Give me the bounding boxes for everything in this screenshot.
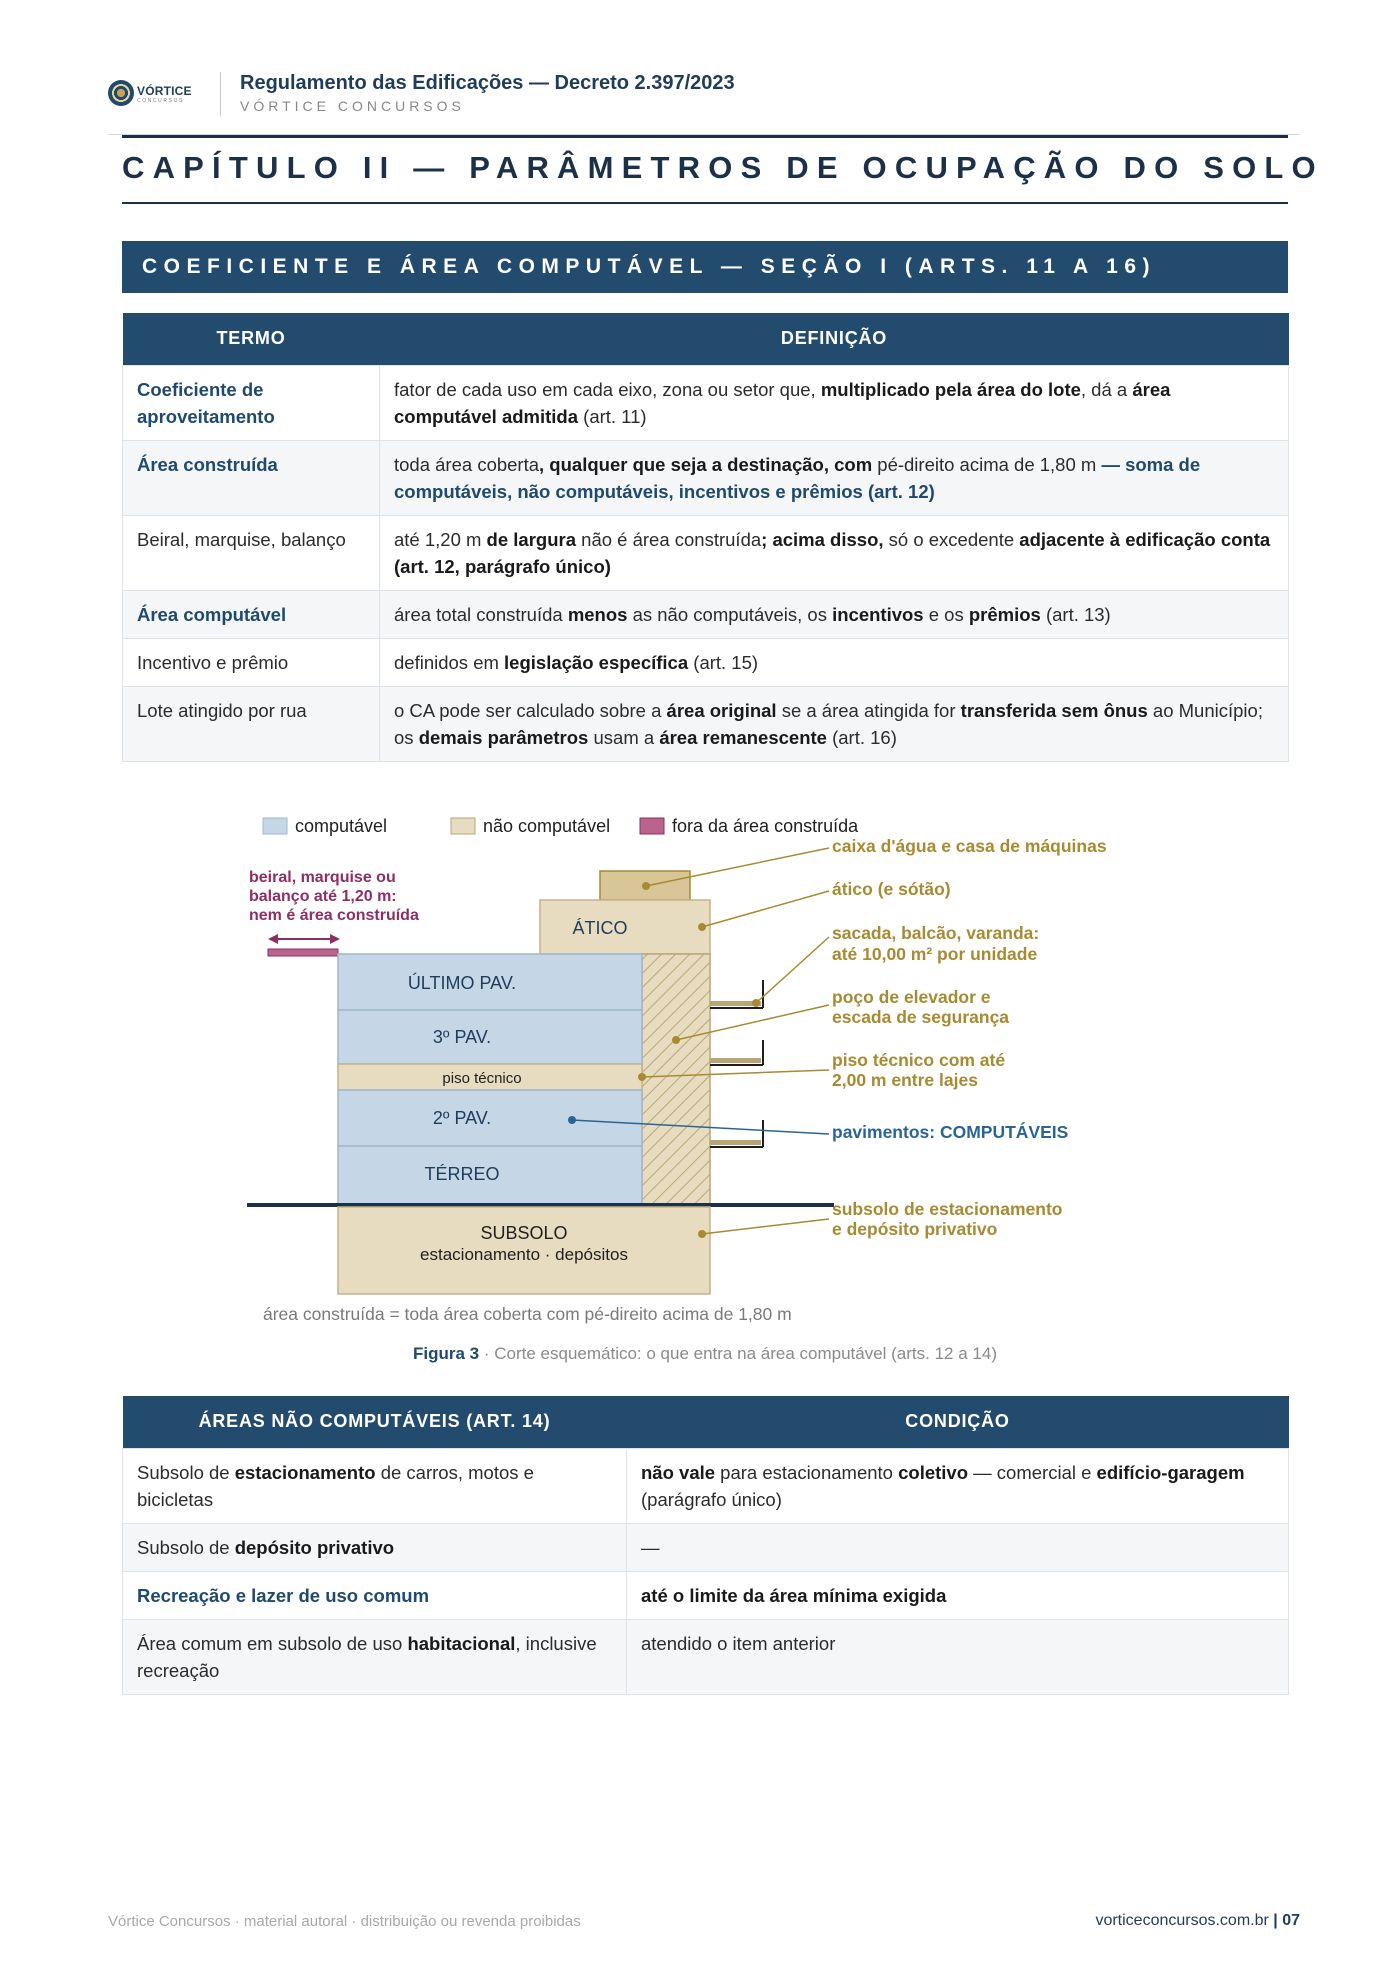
bold-term: depósito privativo bbox=[234, 1536, 395, 1558]
definition-cell bbox=[380, 365, 1289, 440]
beiral-arrow bbox=[268, 934, 340, 944]
text-segment: (parágrafo único) bbox=[641, 1488, 782, 1510]
footer-notice: Vórtice Concursos · material autoral · distribuição ou revenda proibidas bbox=[108, 1913, 581, 1930]
text-segment: fator de cada uso em cada eixo, zona ou setor que, bbox=[394, 378, 821, 400]
text-segment: área total construída bbox=[394, 603, 568, 625]
bold-term: demais parâmetros bbox=[418, 726, 589, 748]
legend-nao-computavel: não computável bbox=[483, 816, 611, 836]
callout-piso-2: 2,00 m entre lajes bbox=[832, 1070, 978, 1090]
header-termo: TERMO bbox=[123, 313, 380, 365]
text-segment: (art. 16) bbox=[826, 726, 897, 748]
bold-term: prêmios bbox=[968, 603, 1041, 625]
area-cell bbox=[123, 1571, 627, 1619]
term-cell: Área construída bbox=[123, 440, 380, 515]
text-segment: Área comum em subsolo de uso bbox=[137, 1632, 408, 1654]
bold-term: Recreação e lazer de uso comum bbox=[137, 1584, 430, 1606]
figure-note: área construída = toda área coberta com pé-direito acima de 1,80 m bbox=[263, 1304, 792, 1324]
text-segment: usam a bbox=[588, 726, 660, 748]
term-cell: Coeficiente de aproveitamento bbox=[123, 365, 380, 440]
term-cell: Beiral, marquise, balanço bbox=[123, 515, 380, 590]
text-segment: (art. 13) bbox=[1040, 603, 1111, 625]
floor-piso-tecnico-label: piso técnico bbox=[442, 1070, 522, 1087]
definition-row bbox=[123, 686, 1289, 761]
condition-cell bbox=[627, 1571, 1289, 1619]
bold-term: , qualquer que seja a destinação, com bbox=[539, 453, 878, 475]
non-computable-row bbox=[123, 1523, 1289, 1571]
bold-term: transferida sem ônus bbox=[960, 699, 1148, 721]
callout-piso-1: piso técnico com até bbox=[832, 1050, 1006, 1070]
text-segment: o CA pode ser calculado sobre a bbox=[394, 699, 667, 721]
callout-subsolo-1: subsolo de estacionamento bbox=[832, 1199, 1063, 1219]
callout-caixa: caixa d'água e casa de máquinas bbox=[832, 836, 1107, 856]
callout-atico: ático (e sótão) bbox=[832, 879, 951, 899]
definition-cell bbox=[380, 440, 1289, 515]
term-cell: Área computável bbox=[123, 590, 380, 638]
bold-term: ; acima disso, bbox=[761, 528, 889, 550]
footer-site-link[interactable]: vorticeconcursos.com.br bbox=[1095, 1912, 1269, 1929]
page-header bbox=[108, 68, 1300, 134]
beiral-note-line-2: balanço até 1,20 m: bbox=[249, 888, 397, 905]
legend-swatch-nao-computavel bbox=[451, 818, 475, 834]
bold-term: não vale bbox=[641, 1461, 716, 1483]
non-computable-table bbox=[122, 1396, 1289, 1695]
floor-2-label: 2º PAV. bbox=[432, 1108, 492, 1128]
definitions-table bbox=[122, 313, 1289, 762]
text-segment: para estacionamento bbox=[715, 1461, 899, 1483]
header-condicao: CONDIÇÃO bbox=[627, 1396, 1289, 1448]
section-bar bbox=[122, 241, 1288, 293]
beiral-note bbox=[249, 869, 419, 924]
callout-sacada-2: até 10,00 m² por unidade bbox=[832, 944, 1038, 964]
condition-cell bbox=[627, 1619, 1289, 1694]
header-areas: ÁREAS NÃO COMPUTÁVEIS (ART. 14) bbox=[123, 1396, 627, 1448]
logo-sub: CONCURSOS bbox=[137, 98, 184, 104]
text-segment: pé-direito acima de 1,80 m bbox=[877, 453, 1097, 475]
text-segment: (art. 15) bbox=[688, 651, 759, 673]
atico-label: ÁTICO bbox=[572, 918, 628, 938]
condition-cell bbox=[627, 1448, 1289, 1523]
text-segment: toda área coberta bbox=[394, 453, 540, 475]
page-number: | 07 bbox=[1268, 1912, 1300, 1929]
non-computable-header-row bbox=[123, 1396, 1289, 1448]
text-segment: de carros, motos e bicicletas bbox=[137, 1461, 534, 1510]
definition-row bbox=[123, 515, 1289, 590]
bold-term: — soma de computáveis, não computáveis, incentivos e prêmios (art. 12) bbox=[394, 453, 1201, 502]
document-title: Regulamento das Edificações — Decreto 2.397/2023 bbox=[240, 72, 735, 94]
bold-term: até o limite da área mínima exigida bbox=[641, 1584, 947, 1606]
header-divider bbox=[220, 72, 221, 116]
chapter-title: CAPÍTULO II — PARÂMETROS DE OCUPAÇÃO DO SOLO bbox=[122, 150, 1324, 185]
document-subtitle: VÓRTICE CONCURSOS bbox=[240, 98, 465, 114]
bold-term: edifício-garagem bbox=[1096, 1461, 1245, 1483]
text-segment: , dá a bbox=[1080, 378, 1133, 400]
chapter-top-rule bbox=[122, 135, 1288, 138]
definition-cell bbox=[380, 515, 1289, 590]
bold-term: multiplicado pela área do lote bbox=[820, 378, 1081, 400]
term-cell: Lote atingido por rua bbox=[123, 686, 380, 761]
figure-3 bbox=[122, 800, 1288, 1370]
floor-3-label: 3º PAV. bbox=[432, 1027, 492, 1047]
bold-term: área original bbox=[666, 699, 777, 721]
callout-subsolo-2: e depósito privativo bbox=[832, 1219, 998, 1239]
bold-term: legislação específica bbox=[504, 651, 689, 673]
bold-term: incentivos bbox=[832, 603, 924, 625]
footer-right bbox=[1095, 1912, 1300, 1930]
legend-fora: fora da área construída bbox=[672, 816, 859, 836]
definition-row bbox=[123, 365, 1289, 440]
text-segment: , inclusive recreação bbox=[137, 1632, 597, 1681]
text-segment: atendido o item anterior bbox=[641, 1632, 836, 1654]
subsolo-sublabel: estacionamento · depósitos bbox=[420, 1245, 628, 1264]
callout-poco-1: poço de elevador e bbox=[832, 987, 991, 1007]
callout-pavimentos: pavimentos: COMPUTÁVEIS bbox=[832, 1122, 1069, 1142]
bold-term: coletivo bbox=[898, 1461, 969, 1483]
floor-ultimo-label: ÚLTIMO PAV. bbox=[407, 973, 517, 993]
figure-caption bbox=[122, 1344, 1288, 1364]
logo-name: VÓRTICE bbox=[137, 84, 192, 98]
text-segment: Subsolo de bbox=[137, 1536, 235, 1558]
definition-row bbox=[123, 590, 1289, 638]
definitions-header-row bbox=[123, 313, 1289, 365]
chapter-bottom-rule bbox=[122, 202, 1288, 204]
bold-term: adjacente à edificação conta (art. 12, parágrafo único) bbox=[394, 528, 1271, 577]
condition-cell bbox=[627, 1523, 1289, 1571]
non-computable-row bbox=[123, 1571, 1289, 1619]
leader-dot-pavimentos bbox=[568, 1116, 576, 1124]
text-segment: até 1,20 m bbox=[394, 528, 482, 550]
text-segment: se a área atingida for bbox=[776, 699, 961, 721]
text-segment: Subsolo de bbox=[137, 1461, 235, 1483]
text-segment: definidos em bbox=[394, 651, 505, 673]
non-computable-row bbox=[123, 1448, 1289, 1523]
section-title: COEFICIENTE E ÁREA COMPUTÁVEL — SEÇÃO I (ARTS. 11 A 16) bbox=[142, 255, 1157, 278]
bold-term: área computável admitida bbox=[394, 378, 1171, 427]
bold-term: habitacional bbox=[407, 1632, 516, 1654]
text-segment: — comercial e bbox=[968, 1461, 1097, 1483]
core-hatch bbox=[642, 954, 710, 1204]
area-cell bbox=[123, 1448, 627, 1523]
callouts bbox=[832, 836, 1107, 1239]
beiral-note-line-1: beiral, marquise ou bbox=[249, 869, 396, 886]
logo bbox=[108, 80, 208, 110]
bold-term: estacionamento bbox=[234, 1461, 376, 1483]
header-definicao: DEFINIÇÃO bbox=[380, 313, 1289, 365]
figure-caption-number: Figura 3 bbox=[413, 1344, 480, 1363]
text-segment: só o excedente bbox=[888, 528, 1015, 550]
callout-sacada-1: sacada, balcão, varanda: bbox=[832, 923, 1040, 943]
section-diagram bbox=[122, 800, 1288, 1340]
text-segment: e os bbox=[923, 603, 969, 625]
beiral-element bbox=[268, 949, 338, 956]
logo-icon bbox=[108, 80, 134, 106]
area-cell bbox=[123, 1619, 627, 1694]
floor-terreo-label: TÉRREO bbox=[424, 1164, 500, 1184]
bold-term: menos bbox=[567, 603, 628, 625]
figure-caption-text: · Corte esquemático: o que entra na área computável (arts. 12 a 14) bbox=[479, 1344, 997, 1363]
bold-term: de largura bbox=[481, 528, 582, 550]
callout-poco-2: escada de segurança bbox=[832, 1007, 1010, 1027]
text-segment: (art. 11) bbox=[578, 405, 647, 427]
text-segment: — bbox=[641, 1536, 660, 1558]
text-segment: não é área construída bbox=[581, 528, 762, 550]
beiral-note-line-3: nem é área construída bbox=[249, 907, 419, 924]
area-cell bbox=[123, 1523, 627, 1571]
legend-swatch-computavel bbox=[263, 818, 287, 834]
legend-computavel: computável bbox=[295, 816, 388, 836]
term-cell: Incentivo e prêmio bbox=[123, 638, 380, 686]
definition-cell bbox=[380, 638, 1289, 686]
bold-term: área remanescente bbox=[659, 726, 827, 748]
definition-cell bbox=[380, 590, 1289, 638]
definition-row bbox=[123, 440, 1289, 515]
definition-cell bbox=[380, 686, 1289, 761]
text-segment: ao Município; os bbox=[394, 699, 1263, 748]
legend-swatch-fora bbox=[640, 818, 664, 834]
definition-row bbox=[123, 638, 1289, 686]
text-segment: as não computáveis, os bbox=[627, 603, 833, 625]
subsolo-label: SUBSOLO bbox=[480, 1223, 568, 1243]
non-computable-row bbox=[123, 1619, 1289, 1694]
